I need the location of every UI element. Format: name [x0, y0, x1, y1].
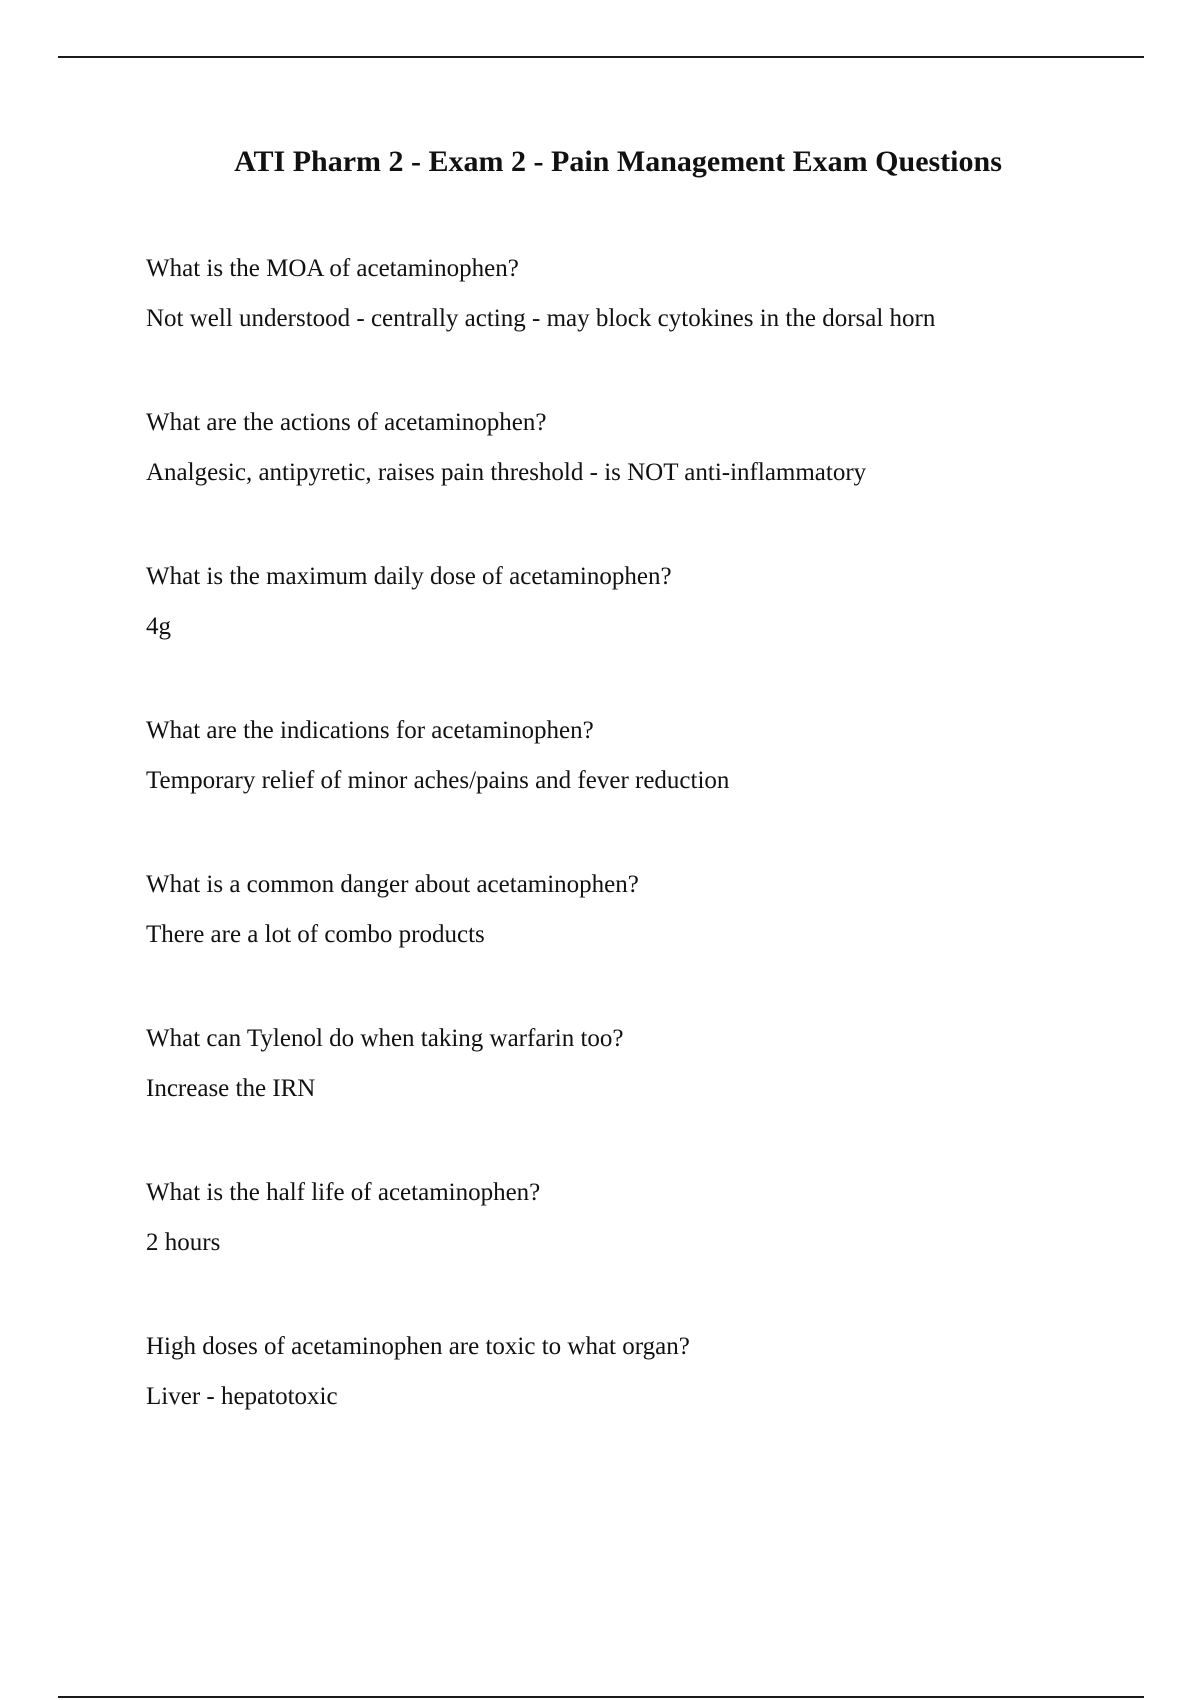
question-text: What is the MOA of acetaminophen?	[146, 255, 519, 282]
question-text: What are the actions of acetaminophen?	[146, 409, 547, 436]
question-text: High doses of acetaminophen are toxic to what organ?	[146, 1333, 690, 1360]
qa-item	[146, 252, 1146, 406]
answer-text: Analgesic, antipyretic, raises pain threshold - is NOT anti-inflammatory	[146, 459, 867, 486]
qa-item	[146, 560, 1146, 714]
qa-item	[146, 1022, 1146, 1176]
question-text: What is the maximum daily dose of acetaminophen?	[146, 563, 672, 590]
document-title: ATI Pharm 2 - Exam 2 - Pain Management Exam Questions	[234, 145, 1002, 178]
answer-text: There are a lot of combo products	[146, 921, 485, 948]
qa-item	[146, 868, 1146, 1022]
answer-text: 2 hours	[146, 1229, 221, 1256]
question-text: What is a common danger about acetaminophen?	[146, 871, 639, 898]
answer-text: Increase the IRN	[146, 1075, 316, 1102]
question-text: What can Tylenol do when taking warfarin too?	[146, 1025, 624, 1052]
question-text: What are the indications for acetaminophen?	[146, 717, 594, 744]
footer-rule	[58, 1696, 1144, 1698]
answer-text: Not well understood - centrally acting - may block cytokines in the dorsal horn	[146, 305, 936, 332]
qa-list	[146, 252, 1146, 1484]
qa-item	[146, 1176, 1146, 1330]
qa-item	[146, 1330, 1146, 1484]
qa-item	[146, 406, 1146, 560]
question-text: What is the half life of acetaminophen?	[146, 1179, 541, 1206]
answer-text: Liver - hepatotoxic	[146, 1383, 338, 1410]
header-rule	[58, 56, 1144, 58]
qa-item	[146, 714, 1146, 868]
answer-text: 4g	[146, 613, 171, 640]
answer-text: Temporary relief of minor aches/pains and fever reduction	[146, 767, 730, 794]
